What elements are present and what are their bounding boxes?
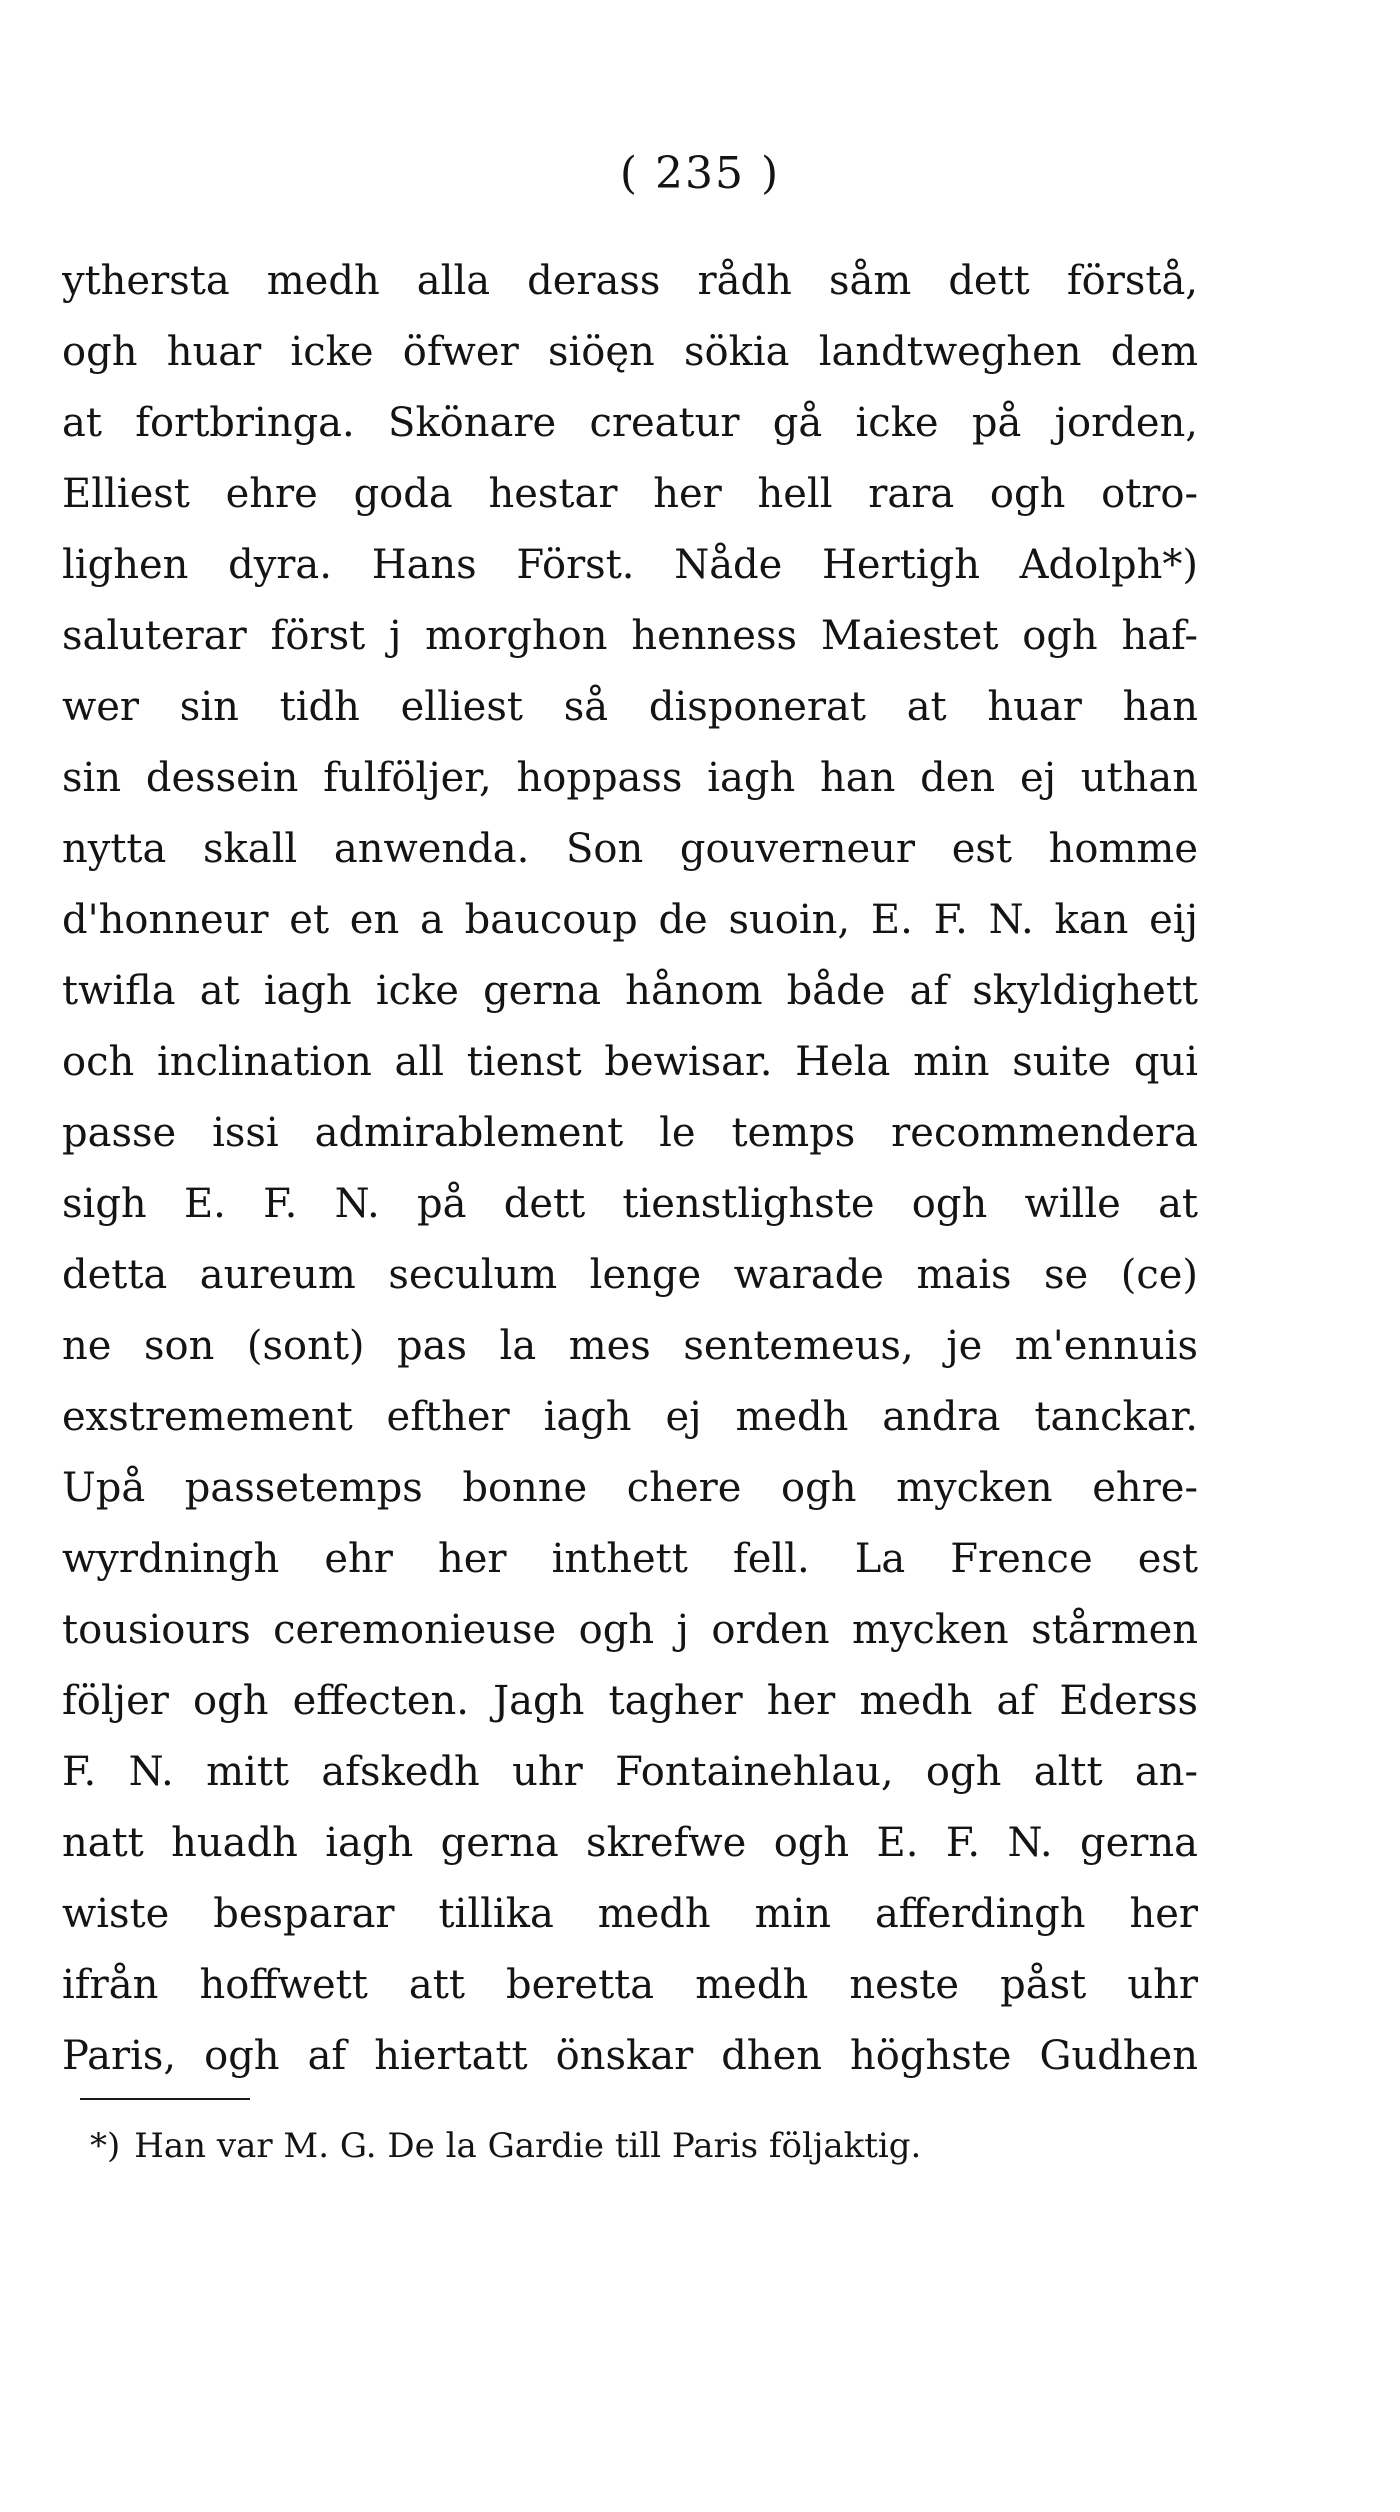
text-line: ythersta medh alla derass rådh såm dett förstå, <box>62 258 1198 304</box>
text-line: Upå passetemps bonne chere ogh mycken ehre- <box>62 1465 1198 1511</box>
text-line: ne son (sont) pas la mes sentemeus, je m'ennuis <box>62 1323 1198 1369</box>
text-line: detta aureum seculum lenge warade mais se (ce) <box>62 1252 1198 1298</box>
text-line: wyrdningh ehr her inthett fell. La Frence est <box>62 1536 1198 1582</box>
page-number: ( 235 ) <box>619 148 781 199</box>
text-line: nytta skall anwenda. Son gouverneur est homme <box>62 826 1198 872</box>
text-line: natt huadh iagh gerna skrefwe ogh E. F. N. gerna <box>62 1820 1198 1866</box>
footnote-rule <box>80 2098 250 2100</box>
text-line: följer ogh effecten. Jagh tagher her medh af Ederss <box>62 1678 1198 1724</box>
text-line: d'honneur et en a baucoup de suoin, E. F. N. kan eij <box>62 897 1198 943</box>
text-line: sin dessein fulföljer, hoppass iagh han den ej uthan <box>62 755 1198 801</box>
text-line: saluterar först j morghon henness Maiestet ogh haf- <box>62 613 1198 659</box>
text-line: sigh E. F. N. på dett tienstlighste ogh wille at <box>62 1181 1198 1227</box>
footnote-marker: *) <box>90 2126 121 2166</box>
text-line: Paris, ogh af hiertatt önskar dhen höghste Gudhen <box>62 2033 1198 2079</box>
text-line: wer sin tidh elliest så disponerat at huar han <box>62 684 1198 730</box>
text-line: passe issi admirablement le temps recommendera <box>62 1110 1198 1156</box>
text-line: lighen dyra. Hans Först. Nåde Hertigh Adolph*) <box>62 542 1198 588</box>
text-line: twifla at iagh icke gerna hånom både af skyldighett <box>62 968 1198 1014</box>
text-line: och inclination all tienst bewisar. Hela min suite qui <box>62 1039 1198 1085</box>
text-line: exstremement efther iagh ej medh andra tanckar. <box>62 1394 1198 1440</box>
footnote <box>90 2116 1190 2176</box>
text-line: wiste besparar tillika medh min afferdingh her <box>62 1891 1198 1937</box>
text-line: Elliest ehre goda hestar her hell rara ogh otro- <box>62 471 1198 517</box>
text-line: tousiours ceremonieuse ogh j orden mycken stårmen <box>62 1607 1198 1653</box>
text-line: ogh huar icke öfwer siöęn sökia landtweghen dem <box>62 329 1198 375</box>
body-text <box>62 246 1198 2092</box>
footnote-text: Han var M. G. De la Gardie till Paris följaktig. <box>134 2126 922 2166</box>
text-line: ifrån hoffwett att beretta medh neste påst uhr <box>62 1962 1198 2008</box>
text-line: at fortbringa. Skönare creatur gå icke på jorden, <box>62 400 1198 446</box>
text-line: F. N. mitt afskedh uhr Fontainehlau, ogh altt an- <box>62 1749 1198 1795</box>
